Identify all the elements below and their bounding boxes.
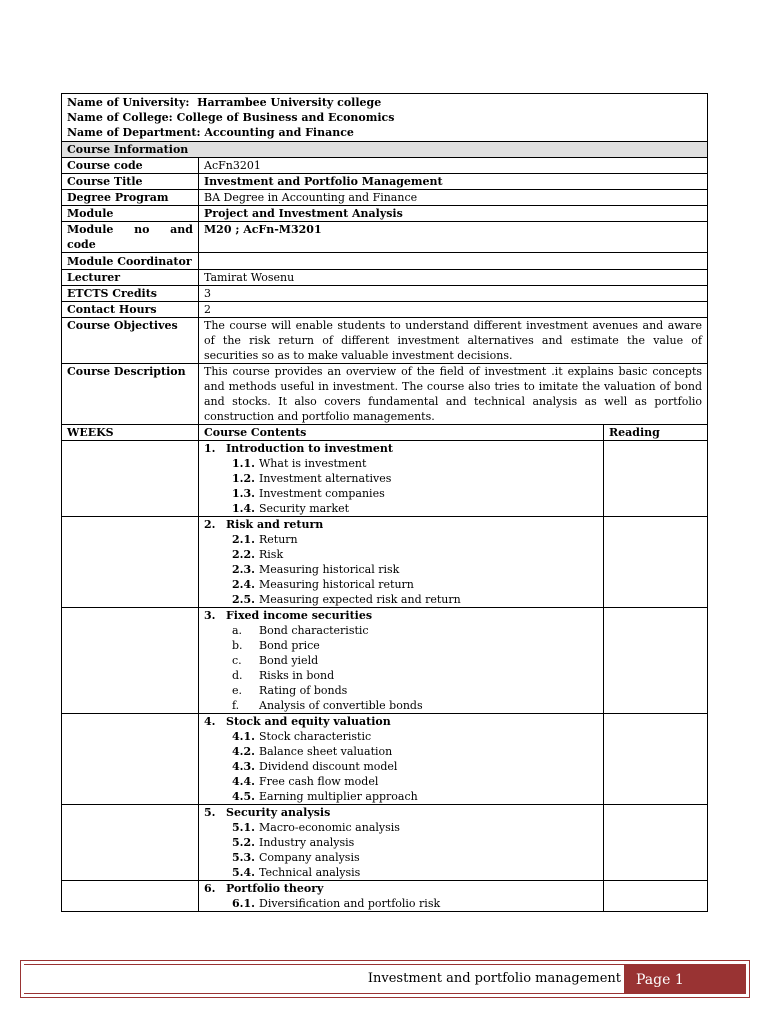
subtopic-item: d. Risks in bond — [232, 669, 335, 682]
course-information-label: Course Information — [62, 142, 708, 158]
subtopic-item: a. Bond characteristic — [232, 624, 369, 637]
module-no-code-value: M20 ; AcFn-M3201 — [199, 222, 708, 253]
module-coordinator-row — [62, 253, 708, 270]
course-title-label: Course Title — [62, 174, 199, 190]
subtopic-item: 5.4. Technical analysis — [232, 866, 361, 879]
module-value: Project and Investment Analysis — [199, 206, 708, 222]
header-row — [62, 94, 708, 142]
subtopic-item: 2.1. Return — [232, 533, 298, 546]
subtopic-item: 1.3. Investment companies — [232, 487, 385, 500]
course-code-label: Course code — [62, 158, 199, 174]
topic-weeks-cell — [62, 805, 199, 881]
subtopic-item: 4.3. Dividend discount model — [232, 760, 398, 773]
footer-title: Investment and portfolio management — [24, 965, 624, 993]
subtopic-item: b. Bond price — [232, 639, 320, 652]
topic-heading: 2. Risk and return — [204, 518, 324, 531]
college-line: Name of College: College of Business and Economics — [67, 111, 395, 124]
module-label: Module — [62, 206, 199, 222]
topic-row — [62, 441, 708, 517]
course-outline-sheet — [61, 93, 707, 912]
topic-contents-cell — [199, 714, 604, 805]
topic-weeks-cell — [62, 881, 199, 912]
reading-header: Reading — [604, 425, 708, 441]
topic-weeks-cell — [62, 517, 199, 608]
degree-program-value: BA Degree in Accounting and Finance — [199, 190, 708, 206]
topic-row — [62, 608, 708, 714]
topic-heading: 1. Introduction to investment — [204, 442, 393, 455]
subtopic-item: f. Analysis of convertible bonds — [232, 699, 423, 712]
topic-reading-cell — [604, 805, 708, 881]
department-line: Name of Department: Accounting and Finance — [67, 126, 354, 139]
topic-heading: 4. Stock and equity valuation — [204, 715, 391, 728]
university-line: Name of University: Harrambee University college — [67, 96, 382, 109]
contact-hours-row — [62, 302, 708, 318]
etcts-credits-value: 3 — [199, 286, 708, 302]
lecturer-value: Tamirat Wosenu — [199, 270, 708, 286]
topic-reading-cell — [604, 714, 708, 805]
page-footer — [20, 960, 750, 998]
subtopic-item: 1.2. Investment alternatives — [232, 472, 392, 485]
subtopic-item: 2.3. Measuring historical risk — [232, 563, 400, 576]
topic-row — [62, 805, 708, 881]
subtopic-item: 2.5. Measuring expected risk and return — [232, 593, 461, 606]
page-number: Page 1 — [636, 972, 684, 988]
topic-heading: 6. Portfolio theory — [204, 882, 324, 895]
subtopic-item: 6.1. Diversification and portfolio risk — [232, 897, 441, 910]
subtopic-item: c. Bond yield — [232, 654, 319, 667]
topic-reading-cell — [604, 608, 708, 714]
topic-heading: 3. Fixed income securities — [204, 609, 373, 622]
topic-contents-cell — [199, 608, 604, 714]
topic-row — [62, 517, 708, 608]
subtopic-item: e. Rating of bonds — [232, 684, 348, 697]
topic-row — [62, 881, 708, 912]
topic-contents-cell — [199, 517, 604, 608]
course-objectives-label: Course Objectives — [62, 318, 199, 364]
topic-contents-cell — [199, 441, 604, 517]
subtopic-item: 2.4. Measuring historical return — [232, 578, 414, 591]
topic-reading-cell — [604, 517, 708, 608]
etcts-credits-label: ETCTS Credits — [62, 286, 199, 302]
subtopic-item: 5.3. Company analysis — [232, 851, 360, 864]
course-description-label: Course Description — [62, 364, 199, 425]
subtopic-item: 4.1. Stock characteristic — [232, 730, 372, 743]
module-coordinator-value — [199, 253, 708, 270]
topic-contents-cell — [199, 881, 604, 912]
course-description-row — [62, 364, 708, 425]
topic-weeks-cell — [62, 714, 199, 805]
topic-reading-cell — [604, 881, 708, 912]
contact-hours-value: 2 — [199, 302, 708, 318]
course-objectives-value: The course will enable students to understand different investment avenues and aware of the risk return of different investment alternatives and estimate the value of securities so as to make valuable investment decisions. — [199, 318, 708, 364]
contact-hours-label: Contact Hours — [62, 302, 199, 318]
subtopic-item: 4.5. Earning multiplier approach — [232, 790, 418, 803]
contents-header-row — [62, 425, 708, 441]
degree-program-row — [62, 190, 708, 206]
course-description-value: This course provides an overview of the field of investment .it explains basic concepts and methods useful in investment. The course also tries to imitate the valuation of bond and stocks. It also covers fundamental and technical analysis as well as portfolio construction and portfolio managements. — [199, 364, 708, 425]
course-contents-header: Course Contents — [199, 425, 604, 441]
course-information-row — [62, 142, 708, 158]
course-title-value: Investment and Portfolio Management — [199, 174, 708, 190]
lecturer-label: Lecturer — [62, 270, 199, 286]
topic-row — [62, 714, 708, 805]
module-no-code-row — [62, 222, 708, 253]
course-code-value: AcFn3201 — [199, 158, 708, 174]
subtopic-item: 4.2. Balance sheet valuation — [232, 745, 393, 758]
subtopic-item: 5.2. Industry analysis — [232, 836, 355, 849]
course-outline-table — [61, 93, 708, 912]
lecturer-row — [62, 270, 708, 286]
course-code-row — [62, 158, 708, 174]
topic-heading: 5. Security analysis — [204, 806, 331, 819]
module-coordinator-label: Module Coordinator — [62, 253, 199, 270]
module-row — [62, 206, 708, 222]
etcts-credits-row — [62, 286, 708, 302]
topic-contents-cell — [199, 805, 604, 881]
subtopic-item: 2.2. Risk — [232, 548, 284, 561]
subtopic-item: 1.1. What is investment — [232, 457, 367, 470]
weeks-header: WEEKS — [62, 425, 199, 441]
module-no-code-label: Module no and code — [62, 222, 199, 253]
topic-weeks-cell — [62, 441, 199, 517]
subtopic-item: 1.4. Security market — [232, 502, 350, 515]
subtopic-item: 5.1. Macro-economic analysis — [232, 821, 400, 834]
subtopic-item: 4.4. Free cash flow model — [232, 775, 379, 788]
degree-program-label: Degree Program — [62, 190, 199, 206]
course-objectives-row — [62, 318, 708, 364]
topic-reading-cell — [604, 441, 708, 517]
topic-weeks-cell — [62, 608, 199, 714]
course-title-row — [62, 174, 708, 190]
